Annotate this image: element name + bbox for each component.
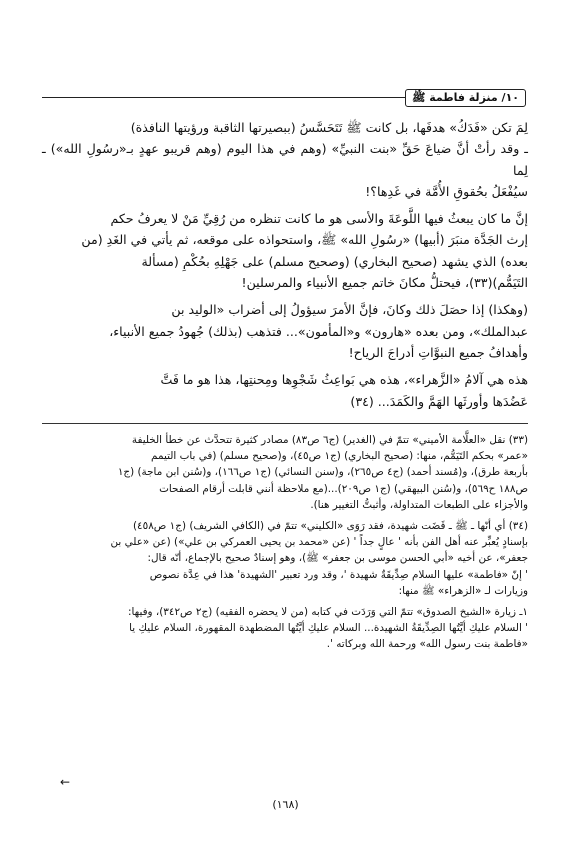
text-line: سيُفْعَلُ بحُقوقِ الأُمَّة في غَدِها؟!: [365, 183, 528, 199]
footnote-separator: [42, 423, 528, 424]
text-line: وأهدافُ جميع النبوَّاتِ أدراجَ الرياح!: [348, 344, 528, 360]
continuation-arrow-icon: ←: [60, 775, 71, 789]
footnote-line: «عمر» بحكم التَيَمُّم، منها: (صحيح البخاري) (ج١ ص٤٥)، و(صحيح مسلم) (في باب التيمم: [151, 450, 528, 463]
footnote-line: جعفر»، عن أخيه «أبي الحسن موسى بن جعفر» ﷺ)، وهو إسنادٌ صحيح بالإجماع، أنّه قال:: [147, 552, 528, 565]
text-line: عَضُدَها وأورثَها الهَمَّ والكَمَدَ... (٣٤): [350, 393, 528, 409]
footnote-line: ص١٨٨ ح٥٦٩)، و(سُنن البيهقي) (ج١ ص٢٠٩)...(مع ملاحظة أنني قابلت أرقام الصفحات: [159, 482, 528, 495]
text-line: التَيَمُّم)(٣٣)، فيحتلُّ مكانَ خاتم جميع الأنبياء والمرسلين!: [241, 275, 528, 291]
footnote-line: ' إنّ «فاطمة» عليها السلام صِدِّيقَةٌ شهيدة '، وقد ورد تعبير 'الشهيدة' هذا في عِدَّة نصوص: [149, 568, 528, 581]
footnote-line: (٣٣) نقل «العلَّامة الأميني» تتمّ في (الغدير) (ج٦ ص٨٣) مصادر كثيرة تتحدَّث عن خطأ الخليفة: [131, 434, 528, 446]
footnote-line: ١ـ زيارة «الشيخ الصدوق» تتمّ التي وَرَدَت في كتابه (من لا يحضره الفقيه) (ج٢ ص٣٤٢)، وفيها:: [127, 606, 528, 619]
running-header: [42, 89, 526, 107]
text-line: عبدالملك»، ومن بعده «هارون» و«المأمون»... فتذهب (بذلك) جُهودُ جميع الأنبياء،: [109, 323, 528, 339]
footnotes: [42, 432, 528, 653]
footnote-line: «فاطمة بنت رسول الله» ورحمة الله وبركاته '.: [326, 638, 528, 651]
footnote-line: (٣٤) أي أنّها ـ ﷺ ـ قَضَت شهيدة، فقد رَوَى «الكليني» تتمّ في (الكافي الشريف) (ج١ ص٤٥٨): [132, 520, 528, 533]
text-line: (وهكذا) إذا حصَلَ ذلك وكانَ، فإنَّ الأمرَ سيؤولُ إلى أضراب «الوليد بن: [171, 302, 528, 318]
chapter-title: ١٠/ منزلة فاطمة ﷺ: [405, 89, 526, 107]
main-text: [42, 117, 528, 412]
footnote-line: والأجزاء على الطبعات المتداولة، وأثبتُّ التغيير هنا).: [310, 498, 528, 511]
footnote-line: بإسنادٍ يُعبِّر عنه أهل الفن بأنه ' عالٍ جداً ' (عن «محمد بن يحيى العمركي بن علي») (عن «علي بن: [110, 536, 528, 549]
text-line: لِمَ تكن «فَدَكُ» هدفَها، بل كانت ﷺ تَتَحَسَّسُ (ببصيرتها الثاقبة ورؤيتها النافذة): [130, 120, 528, 135]
text-line: ـ وقد رأتْ أنَّ ضياعَ حَقِّ «بنت النبيِّ» (وهم في هذا اليوم (وهم قريبو عهدٍ بـ«رسُولِ الله») ـ لِما: [42, 141, 528, 178]
text-line: هذه هي آلامُ «الزَّهراء»، هذه هي بَواعِثُ شَجْوِها ومِحنتِها، هذا هو ما فَتَّ: [160, 372, 528, 388]
footnote-line: وزيارات لـ «الزهراء» ﷺ منها:: [398, 584, 528, 597]
text-line: بعده) الذي يشهد (صحيح البخاري) (وصحيح مسلم) على جَهْلِهِ بحُكْمِ (مسألة: [141, 253, 528, 269]
page-number: (١٦٨): [272, 798, 299, 811]
text-line: إرث الجَدَّة منبَرَ (أبيها) «رسُولِ الله» ﷺ، واستحواذه على موقعه، ثم يأتي في الغَدِ (من: [81, 232, 528, 248]
text-line: إنَّ ما كان يبعثُ فيها اللَّوعَةَ والأسى هو ما كانت تنظره من رُقِيِّ مَنْ لا يعرفُ حكم: [110, 211, 528, 227]
footnote-line: ' السلام عليكِ أيَّتُها الصِدِّيقَةُ الشهيدة... السلام عليكِ أيَّتُها المضطهدة المقهورة، السلام عليكِ يا: [129, 622, 528, 635]
footnote-line: بأربعة طرق)، و(مُسند أحمد) (ج٤ ص٢٦٥)، و(سنن النسائي) (ج١ ص١٦٦)، و(سُنن ابن ماجة) (ج١: [117, 466, 528, 479]
